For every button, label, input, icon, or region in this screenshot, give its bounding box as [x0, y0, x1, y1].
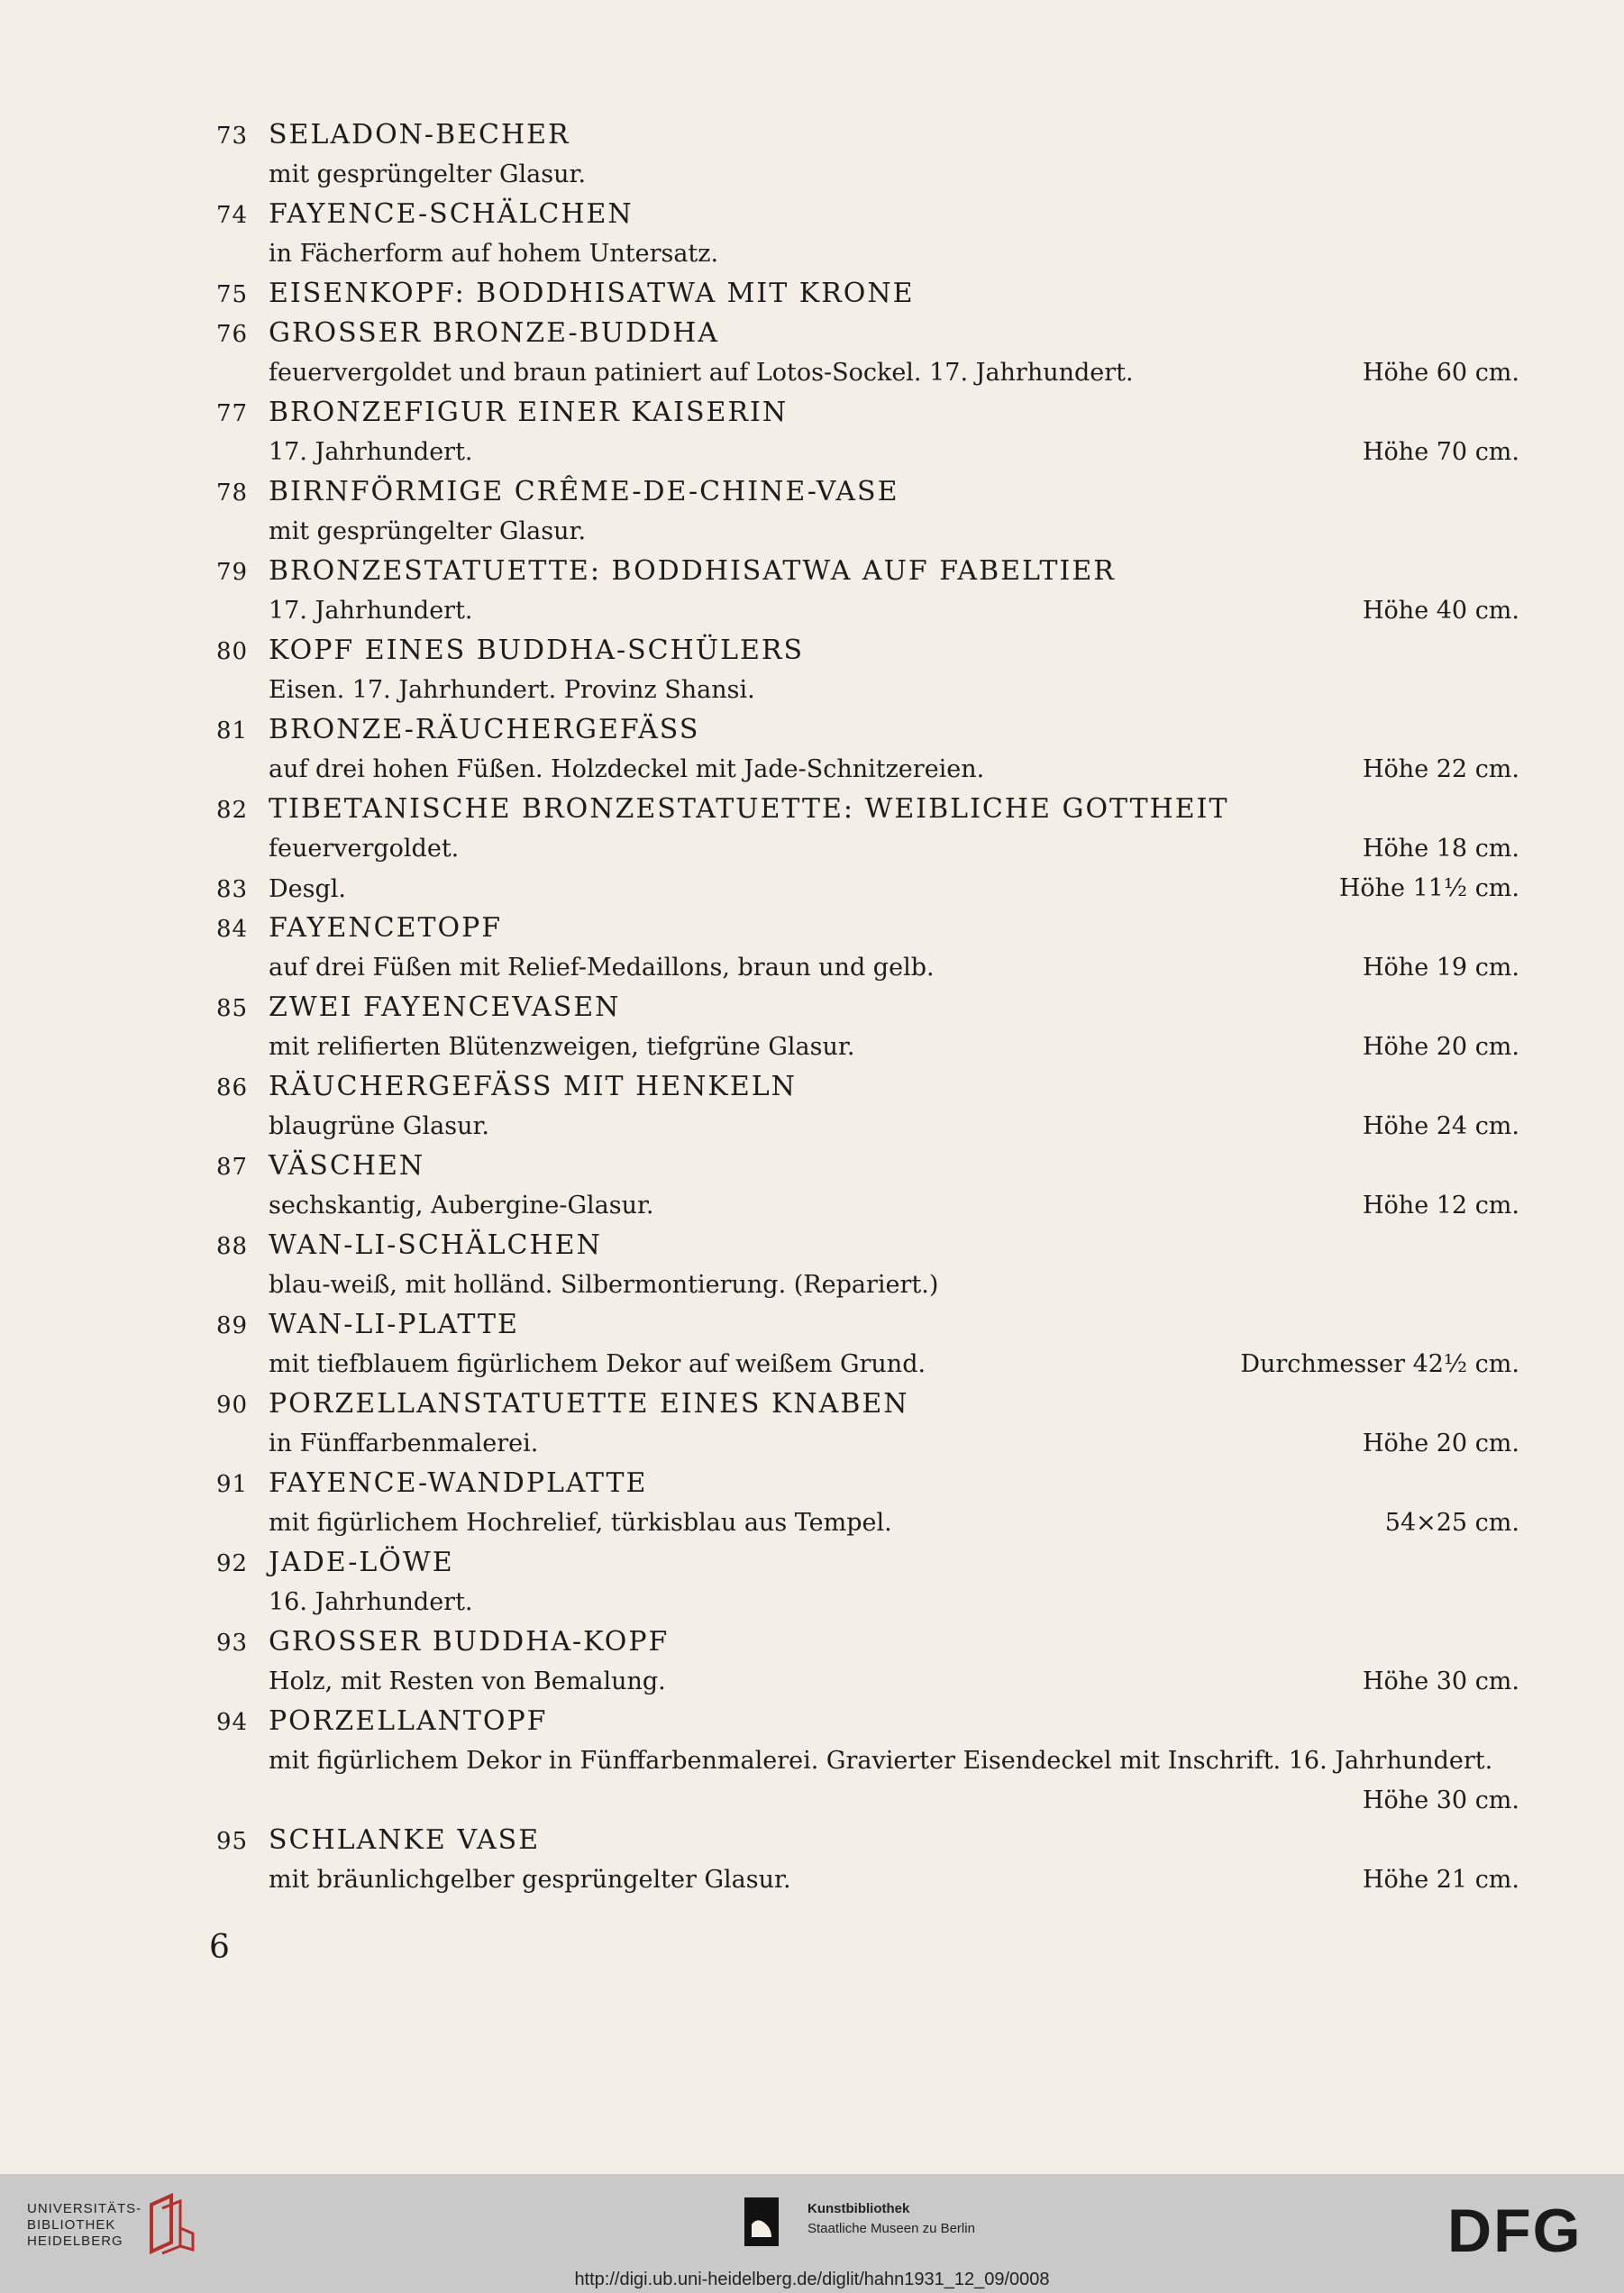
- entry-number: 90: [216, 1392, 249, 1419]
- entry-description-line: [216, 948, 1519, 988]
- entry-description-line: [216, 155, 1519, 195]
- entry-title-line: [216, 1305, 1519, 1345]
- entry-title-line: [216, 1146, 1519, 1186]
- entry-title: EISENKOPF: BODDHISATWA MIT KRONE: [269, 278, 915, 309]
- entry-number: 77: [216, 400, 249, 427]
- catalog-entry: [216, 869, 1519, 909]
- catalog-entry: [216, 314, 1519, 393]
- catalog-entry: [216, 274, 1519, 314]
- entry-dimension: Höhe 20 cm.: [1363, 1033, 1519, 1061]
- catalog-entry: [216, 1464, 1519, 1543]
- entry-dimension: Höhe 40 cm.: [1363, 597, 1519, 625]
- entry-description: in Fächerform auf hohem Untersatz.: [269, 240, 719, 268]
- catalog-entry: [216, 631, 1519, 710]
- entry-title-line: [216, 1821, 1519, 1860]
- entry-number: 82: [216, 797, 249, 824]
- entry-number: 88: [216, 1233, 249, 1260]
- entry-description: 17. Jahrhundert.: [269, 597, 473, 625]
- entry-number: 84: [216, 916, 249, 943]
- entry-title: KOPF EINES BUDDHA-SCHÜLERS: [269, 635, 805, 666]
- entry-description-line: [216, 671, 1519, 710]
- entry-description-line: [216, 1345, 1519, 1384]
- entry-description-line: [216, 1583, 1519, 1622]
- entry-number: 92: [216, 1550, 249, 1577]
- entry-title-line: [216, 274, 1519, 314]
- kunstbibliothek-logo-icon[interactable]: [744, 2197, 779, 2246]
- entry-title-line: [216, 1464, 1519, 1503]
- entry-title-line: [216, 631, 1519, 671]
- entry-dimension: Höhe 30 cm.: [1363, 1786, 1519, 1814]
- entry-dimension: Höhe 20 cm.: [1363, 1430, 1519, 1457]
- catalog-entry: [216, 115, 1519, 195]
- entry-title: WAN-LI-SCHÄLCHEN: [269, 1229, 602, 1261]
- entry-title-line: [216, 1384, 1519, 1424]
- university-library-label[interactable]: [27, 2201, 141, 2250]
- entry-title: BIRNFÖRMIGE CRÊME-DE-CHINE-VASE: [269, 476, 899, 507]
- entry-number: 83: [216, 876, 249, 903]
- entry-title-line: [216, 1067, 1519, 1107]
- entry-title: BRONZESTATUETTE: BODDHISATWA AUF FABELTIER: [269, 555, 1116, 587]
- entry-title: JADE-LÖWE: [269, 1547, 454, 1578]
- entry-description: mit bräunlichgelber gesprüngelter Glasur.: [269, 1866, 791, 1894]
- entry-number: 94: [216, 1709, 249, 1736]
- catalog-list: [216, 115, 1519, 1900]
- kunstbibliothek-label[interactable]: [807, 2199, 975, 2239]
- entry-dimension: Höhe 12 cm.: [1363, 1192, 1519, 1220]
- catalog-entry: [216, 1146, 1519, 1226]
- entry-title: SELADON-BECHER: [269, 119, 570, 151]
- entry-title-line: [216, 988, 1519, 1028]
- page-number: 6: [209, 1929, 230, 1966]
- entry-description: auf drei hohen Füßen. Holzdeckel mit Jade-Schnitzereien.: [269, 755, 985, 783]
- entry-dimension: Höhe 60 cm.: [1363, 359, 1519, 387]
- entry-number: 79: [216, 559, 249, 586]
- catalog-entry: [216, 1226, 1519, 1305]
- entry-dimension: Durchmesser 42½ cm.: [1240, 1350, 1519, 1378]
- entry-title: ZWEI FAYENCEVASEN: [269, 991, 621, 1023]
- entry-title-line: [216, 195, 1519, 234]
- entry-title-line: [216, 115, 1519, 155]
- entry-dimension: 54×25 cm.: [1384, 1509, 1519, 1537]
- entry-title-line: [216, 869, 1519, 909]
- entry-title: FAYENCE-WANDPLATTE: [269, 1467, 648, 1499]
- entry-description-line: [216, 1265, 1519, 1305]
- entry-number: 80: [216, 638, 249, 665]
- entry-description: Holz, mit Resten von Bemalung.: [269, 1667, 666, 1695]
- entry-title-line: [216, 790, 1519, 829]
- entry-description-line: [216, 234, 1519, 274]
- entry-number: 75: [216, 281, 249, 308]
- entry-title: VÄSCHEN: [269, 1150, 425, 1182]
- entry-title-line: [216, 1702, 1519, 1741]
- catalog-entry: [216, 1384, 1519, 1464]
- entry-title-line: [216, 393, 1519, 433]
- source-url-link[interactable]: http://digi.ub.uni-heidelberg.de/diglit/hahn1931_12_09/0008: [574, 2270, 1050, 2289]
- entry-number: 95: [216, 1828, 249, 1855]
- entry-title-line: [216, 1543, 1519, 1583]
- entry-description-line: [216, 433, 1519, 472]
- entry-description: 17. Jahrhundert.: [269, 438, 473, 466]
- entry-description: blau-weiß, mit holländ. Silbermontierung. (Repariert.): [269, 1271, 939, 1299]
- entry-title: TIBETANISCHE BRONZESTATUETTE: WEIBLICHE GOTTHEIT: [269, 793, 1229, 825]
- entry-number: 76: [216, 321, 249, 348]
- catalog-entry: [216, 909, 1519, 988]
- entry-description-line: [216, 1028, 1519, 1067]
- entry-dimension: Höhe 19 cm.: [1363, 954, 1519, 982]
- entry-dimension: Höhe 18 cm.: [1363, 835, 1519, 863]
- entry-description: sechskantig, Aubergine-Glasur.: [269, 1192, 654, 1220]
- catalog-entry: [216, 988, 1519, 1067]
- entry-title-line: [216, 1226, 1519, 1265]
- entry-title-line: [216, 909, 1519, 948]
- dfg-logo[interactable]: DFG: [1447, 2197, 1583, 2265]
- entry-description-line: [216, 1503, 1519, 1543]
- entry-title: GROSSER BUDDHA-KOPF: [269, 1626, 670, 1658]
- catalog-entry: [216, 393, 1519, 472]
- entry-title-line: [216, 314, 1519, 353]
- entry-description-line: [216, 353, 1519, 393]
- entry-description-line: [216, 1860, 1519, 1900]
- catalog-entry: [216, 1702, 1519, 1821]
- university-line: HEIDELBERG: [27, 2234, 123, 2249]
- entry-dimension: Höhe 11½ cm.: [1338, 874, 1519, 902]
- catalog-entry: [216, 472, 1519, 552]
- entry-number: 89: [216, 1312, 249, 1339]
- entry-description: feuervergoldet.: [269, 835, 460, 863]
- entry-description: feuervergoldet und braun patiniert auf Lotos-Sockel. 17. Jahrhundert.: [269, 359, 1134, 387]
- entry-description-line: [216, 1107, 1519, 1146]
- entry-description-line: [216, 829, 1519, 869]
- entry-number: 91: [216, 1471, 249, 1498]
- entry-dimension: Höhe 24 cm.: [1363, 1112, 1519, 1140]
- entry-title: PORZELLANSTATUETTE EINES KNABEN: [269, 1388, 909, 1420]
- entry-description-line: [216, 1424, 1519, 1464]
- entry-number: 81: [216, 717, 249, 745]
- entry-description: mit figürlichem Dekor in Fünffarbenmalerei. Gravierter Eisendeckel mit Inschrift. 16. Jahrhundert.: [269, 1747, 1493, 1775]
- entry-dimension: Höhe 22 cm.: [1363, 755, 1519, 783]
- museen-name: Staatliche Museen zu Berlin: [807, 2221, 975, 2236]
- catalog-entry: [216, 1543, 1519, 1622]
- entry-description: in Fünffarbenmalerei.: [269, 1430, 539, 1457]
- entry-dimension: Höhe 21 cm.: [1363, 1866, 1519, 1894]
- entry-title-line: [216, 710, 1519, 750]
- entry-description: Eisen. 17. Jahrhundert. Provinz Shansi.: [269, 676, 755, 704]
- entry-number: 78: [216, 480, 249, 507]
- catalog-entry: [216, 710, 1519, 790]
- entry-description-line: [216, 591, 1519, 631]
- university-logo-icon[interactable]: [144, 2192, 198, 2255]
- catalog-entry: [216, 1067, 1519, 1146]
- entry-description: blaugrüne Glasur.: [269, 1112, 490, 1140]
- entry-description-line: [216, 1781, 1519, 1821]
- catalog-entry: [216, 552, 1519, 631]
- entry-title: WAN-LI-PLATTE: [269, 1309, 519, 1340]
- entry-title: GROSSER BRONZE-BUDDHA: [269, 317, 719, 349]
- entry-description-line: [216, 1186, 1519, 1226]
- entry-dimension: Höhe 70 cm.: [1363, 438, 1519, 466]
- entry-title: Desgl.: [269, 875, 346, 903]
- entry-description-line: [216, 512, 1519, 552]
- entry-description-line: [216, 1741, 1519, 1781]
- entry-title: BRONZE-RÄUCHERGEFÄSS: [269, 714, 700, 745]
- entry-description: 16. Jahrhundert.: [269, 1588, 473, 1616]
- catalog-entry: [216, 1305, 1519, 1384]
- catalog-entry: [216, 195, 1519, 274]
- entry-number: 74: [216, 202, 249, 229]
- entry-description: mit gesprüngelter Glasur.: [269, 160, 587, 188]
- entry-description: mit tiefblauem figürlichem Dekor auf weißem Grund.: [269, 1350, 926, 1378]
- entry-title: FAYENCETOPF: [269, 912, 503, 944]
- entry-title: FAYENCE-SCHÄLCHEN: [269, 198, 634, 230]
- entry-description: mit relifierten Blütenzweigen, tiefgrüne Glasur.: [269, 1033, 855, 1061]
- entry-title: RÄUCHERGEFÄSS MIT HENKELN: [269, 1071, 797, 1102]
- entry-description-line: [216, 1662, 1519, 1702]
- entry-description: auf drei Füßen mit Relief-Medaillons, braun und gelb.: [269, 954, 935, 982]
- entry-title: BRONZEFIGUR EINER KAISERIN: [269, 397, 789, 428]
- catalog-entry: [216, 1622, 1519, 1702]
- entry-dimension: Höhe 30 cm.: [1363, 1667, 1519, 1695]
- entry-title-line: [216, 472, 1519, 512]
- university-line: UNIVERSITÄTS-: [27, 2201, 142, 2216]
- university-line: BIBLIOTHEK: [27, 2217, 116, 2233]
- entry-description-line: [216, 750, 1519, 790]
- entry-description: mit gesprüngelter Glasur.: [269, 517, 587, 545]
- entry-title: PORZELLANTOPF: [269, 1705, 548, 1737]
- entry-number: 86: [216, 1074, 249, 1101]
- entry-number: 87: [216, 1154, 249, 1181]
- kunstbibliothek-name: Kunstbibliothek: [807, 2201, 910, 2216]
- footer-bar: [0, 2174, 1624, 2293]
- catalog-entry: [216, 1821, 1519, 1900]
- entry-number: 73: [216, 123, 249, 150]
- entry-description: mit figürlichem Hochrelief, türkisblau aus Tempel.: [269, 1509, 892, 1537]
- catalog-entry: [216, 790, 1519, 869]
- entry-number: 85: [216, 995, 249, 1022]
- entry-title-line: [216, 552, 1519, 591]
- entry-title: SCHLANKE VASE: [269, 1824, 541, 1856]
- entry-number: 93: [216, 1630, 249, 1657]
- entry-title-line: [216, 1622, 1519, 1662]
